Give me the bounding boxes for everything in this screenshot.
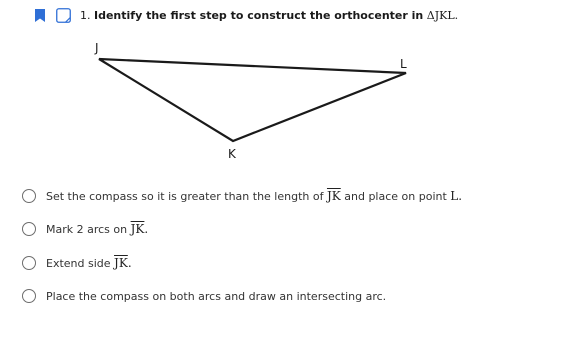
choice-1-text: Set the compass so it is greater than the length of $\overline{JK}$ and place on point L. (46, 189, 463, 203)
point-l: L. (450, 189, 463, 203)
segment-jk: $\overline{JK}$ (114, 256, 128, 270)
radio-button[interactable] (22, 189, 36, 203)
vertex-label-l: L (400, 57, 407, 71)
vertex-label-j: J (95, 41, 99, 55)
radio-button[interactable] (22, 256, 36, 270)
choice-3-text: Extend side $\overline{JK}$. (46, 256, 132, 270)
question-triangle: ΔJKL. (426, 9, 459, 22)
choice-4-text: Place the compass on both arcs and draw an intersecting arc. (46, 289, 387, 303)
choice-2-text: Mark 2 arcs on $\overline{JK}$. (46, 222, 149, 236)
choice-2[interactable] (22, 220, 148, 238)
triangle-jkl (99, 59, 406, 141)
radio-button[interactable] (22, 289, 36, 303)
segment-jk: $\overline{JK}$ (326, 189, 341, 203)
choice-4[interactable] (22, 287, 386, 305)
question-number: 1. (80, 9, 91, 22)
question-prompt: Identify the first step to construct the orthocenter in (94, 9, 424, 22)
choice-1[interactable] (22, 187, 462, 205)
segment-jk: $\overline{JK}$ (130, 222, 145, 236)
vertex-label-k: K (228, 147, 236, 161)
choice-3[interactable] (22, 254, 132, 272)
radio-button[interactable] (22, 222, 36, 236)
